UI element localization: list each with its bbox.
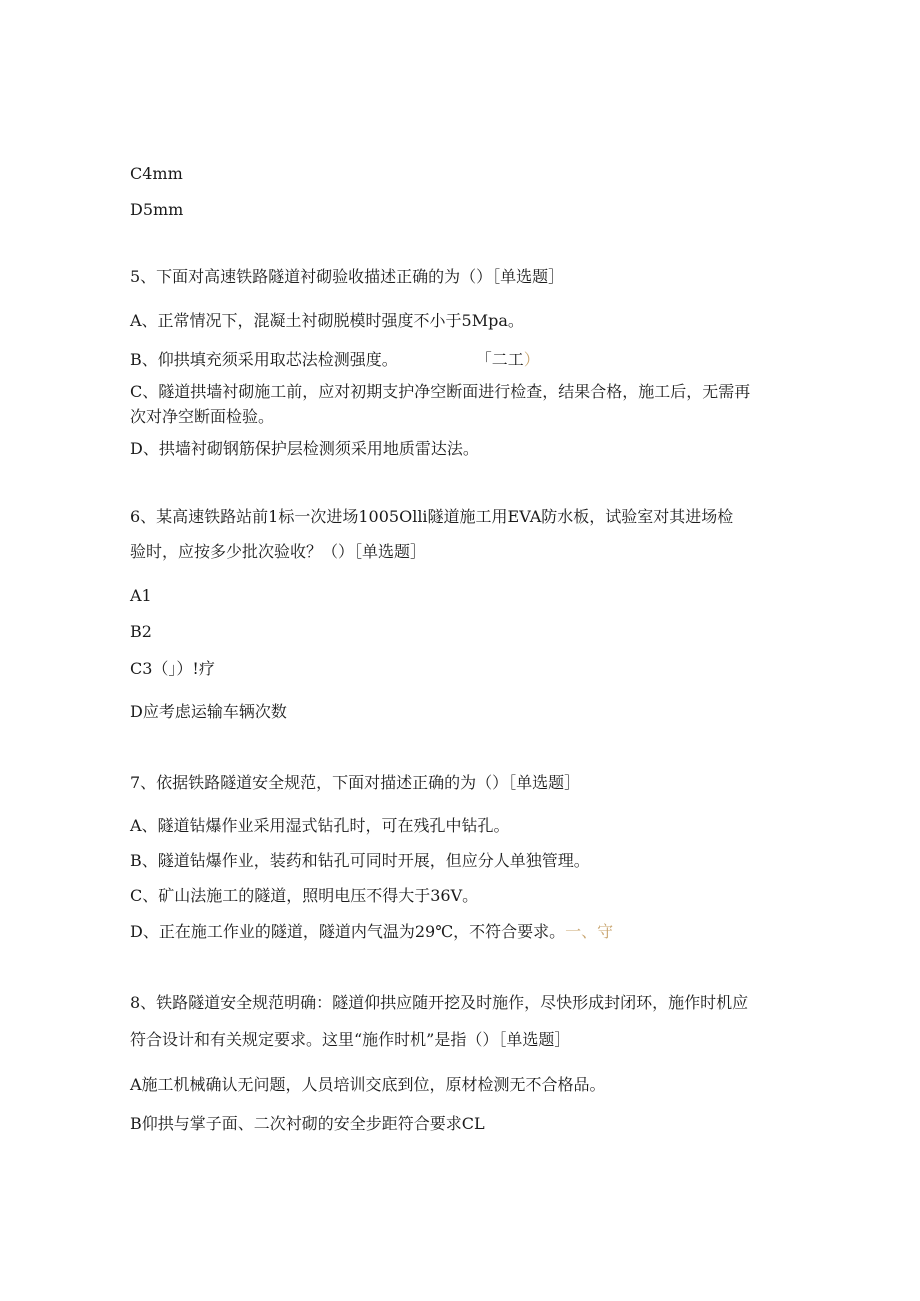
question-8-stem-line-1: 8、铁路隧道安全规范明确：隧道仰拱应随开挖及时施作，尽快形成封闭环，施作时机应 xyxy=(130,993,749,1012)
question-8-stem-line-2: 符合设计和有关规定要求。这里“施作时机”是指（）［单选题］ xyxy=(130,1030,571,1049)
question-5-option-b-text: B、仰拱填充须采用取芯法检测强度。 xyxy=(130,350,398,369)
question-5-option-b xyxy=(130,350,540,370)
question-7-option-d-text: D、正在施工作业的隧道，隧道内气温为29℃，不符合要求。 xyxy=(130,922,566,941)
handwritten-annotation-bracket: 「二工 xyxy=(475,350,524,369)
handwritten-annotation: 一、守 xyxy=(565,922,614,941)
option-c-previous: C4mm xyxy=(130,164,183,183)
question-5-option-c-line-1: C、隧道拱墙衬砌施工前，应对初期支护净空断面进行检查，结果合格，施工后，无需再 xyxy=(130,382,751,401)
question-5-option-c-line-2: 次对净空断面检验。 xyxy=(130,407,275,426)
question-7-stem: 7、依据铁路隧道安全规范，下面对描述正确的为（）［单选题］ xyxy=(130,773,581,792)
question-5-stem: 5、下面对高速铁路隧道衬砌验收描述正确的为（）［单选题］ xyxy=(130,267,565,286)
question-8-option-b: B仰拱与掌子面、二次衬砌的安全步距符合要求CL xyxy=(130,1114,485,1133)
question-7-option-a: A、隧道钻爆作业采用湿式钻孔时，可在残孔中钻孔。 xyxy=(130,816,510,835)
question-5-option-a: A、正常情况下，混凝土衬砌脱模时强度不小于5Mpa。 xyxy=(130,311,524,330)
question-6-stem-line-2: 验时，应按多少批次验收？（）［单选题］ xyxy=(130,542,427,561)
question-7-option-d xyxy=(130,922,613,942)
option-d-previous: D5mm xyxy=(130,200,184,219)
question-6-option-c: C3（」）!疗 xyxy=(130,659,215,678)
question-7-option-c: C、矿山法施工的隧道，照明电压不得大于36V。 xyxy=(130,886,479,905)
question-8-option-a: A施工机械确认无问题，人员培训交底到位，原材检测无不合格品。 xyxy=(130,1075,606,1094)
question-7-option-b: B、隧道钻爆作业，装药和钻孔可同时开展，但应分人单独管理。 xyxy=(130,851,590,870)
question-6-stem-line-1: 6、某高速铁路站前1标一次进场1005Olli隧道施工用EVA防水板，试验室对其进场检 xyxy=(130,507,734,526)
question-6-option-b: B2 xyxy=(130,622,152,641)
handwritten-annotation-paren: ） xyxy=(523,350,540,369)
question-5-option-d: D、拱墙衬砌钢筋保护层检测须采用地质雷达法。 xyxy=(130,439,479,458)
question-6-option-d: D应考虑运输车辆次数 xyxy=(130,702,287,721)
question-6-option-a: A1 xyxy=(130,586,152,605)
